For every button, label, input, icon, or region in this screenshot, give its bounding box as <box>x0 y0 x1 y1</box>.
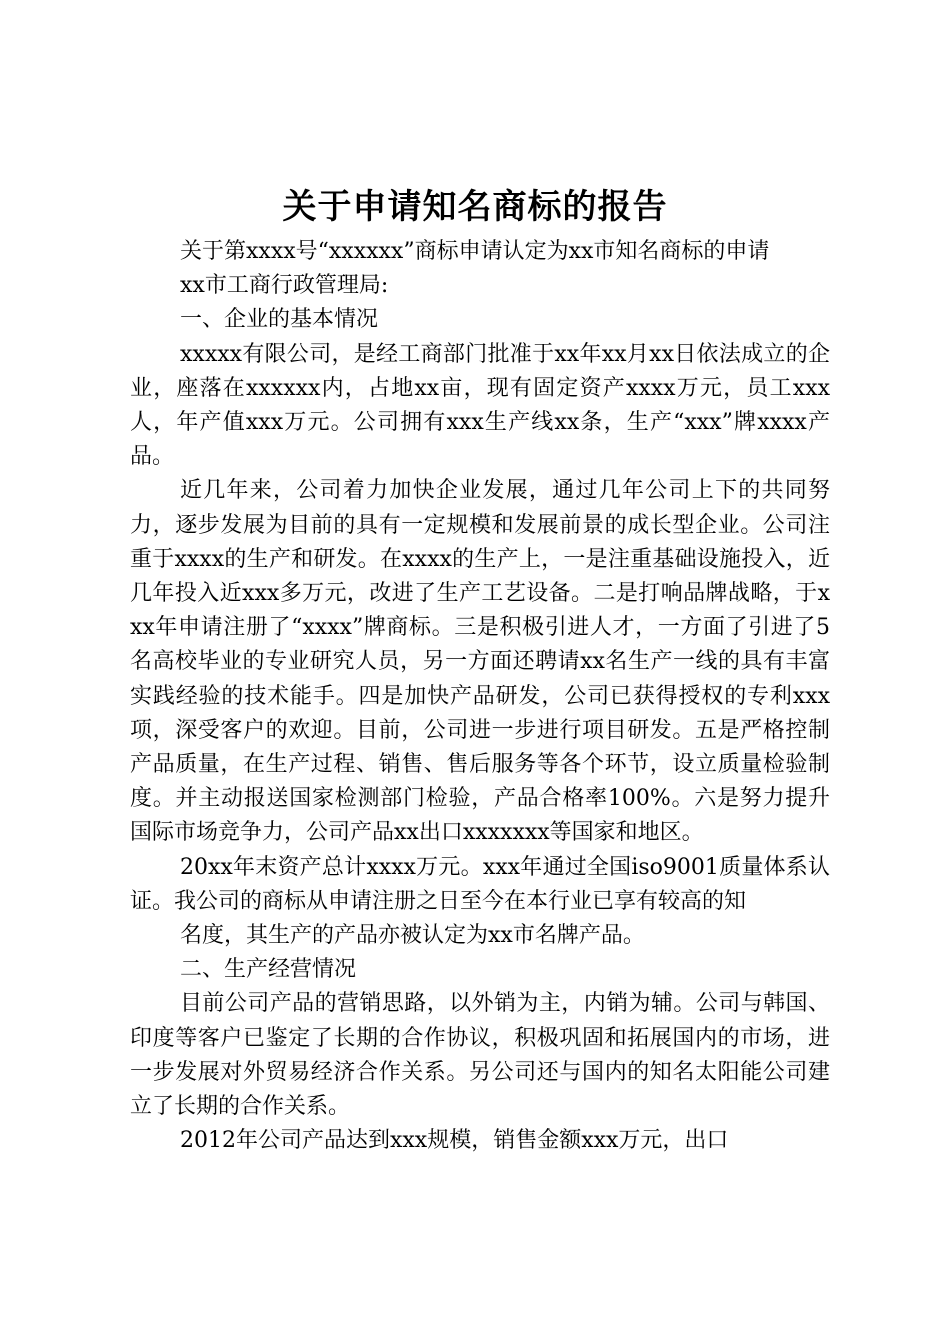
paragraph-assets: 20xx年末资产总计xxxx万元。xxx年通过全国iso9001质量体系认证。我公司的商标从申请注册之日至今在本行业已享有较高的知 <box>130 854 830 914</box>
paragraph-company-intro: xxxxx有限公司，是经工商部门批准于xx年xx月xx日依法成立的企业，座落在xxxxxx内，占地xx亩，现有固定资产xxxx万元，员工xxx人，年产值xxx万元。公司拥有xxx生产线xx条，生产“xxx”牌xxxx产品。 <box>130 341 830 470</box>
paragraph-marketing: 目前公司产品的营销思路，以外销为主，内销为辅。公司与韩国、印度等客户已鉴定了长期的合作协议，积极巩固和拓展国内的市场，进一步发展对外贸易经济合作关系。另公司还与国内的知名太阳能公司建立了长期的合作关系。 <box>130 991 830 1120</box>
document-title: 关于申请知名商标的报告 <box>282 187 668 227</box>
paragraph-sales: 2012年公司产品达到xxx规模，销售金额xxx万元，出口 <box>180 1128 729 1154</box>
paragraph-reputation: 名度，其生产的产品亦被认定为xx市名牌产品。 <box>180 923 645 949</box>
paragraph-subject: 关于第xxxx号“xxxxxx”商标申请认定为xx市知名商标的申请 <box>180 239 770 264</box>
document-body <box>130 235 830 1158</box>
paragraph-addressee: xx市工商行政管理局: <box>180 273 389 299</box>
paragraph-development: 近几年来，公司着力加快企业发展，通过几年公司上下的共同努力，逐步发展为目前的具有一定规模和发展前景的成长型企业。公司注重于xxxx的生产和研发。在xxxx的生产上，一是注重基础设施投入，近几年投入近xxx多万元，改进了生产工艺设备。二是打响品牌战略，于xxx年申请注册了“xxxx”牌商标。三是积极引进人才，一方面了引进了5名高校毕业的专业研究人员，另一方面还聘请xx名生产一线的具有丰富实践经验的技术能手。四是加快产品研发，公司已获得授权的专利xxx项，深受客户的欢迎。目前，公司进一步进行项目研发。五是严格控制产品质量，在生产过程、销售、售后服务等各个环节，设立质量检验制度。并主动报送国家检测部门检验，产品合格率100%。六是努力提升国际市场竞争力，公司产品xx出口xxxxxxx等国家和地区。 <box>130 478 830 846</box>
section-heading-operations: 二、生产经营情况 <box>180 957 357 983</box>
section-heading-basic-info: 一、企业的基本情况 <box>180 307 379 333</box>
